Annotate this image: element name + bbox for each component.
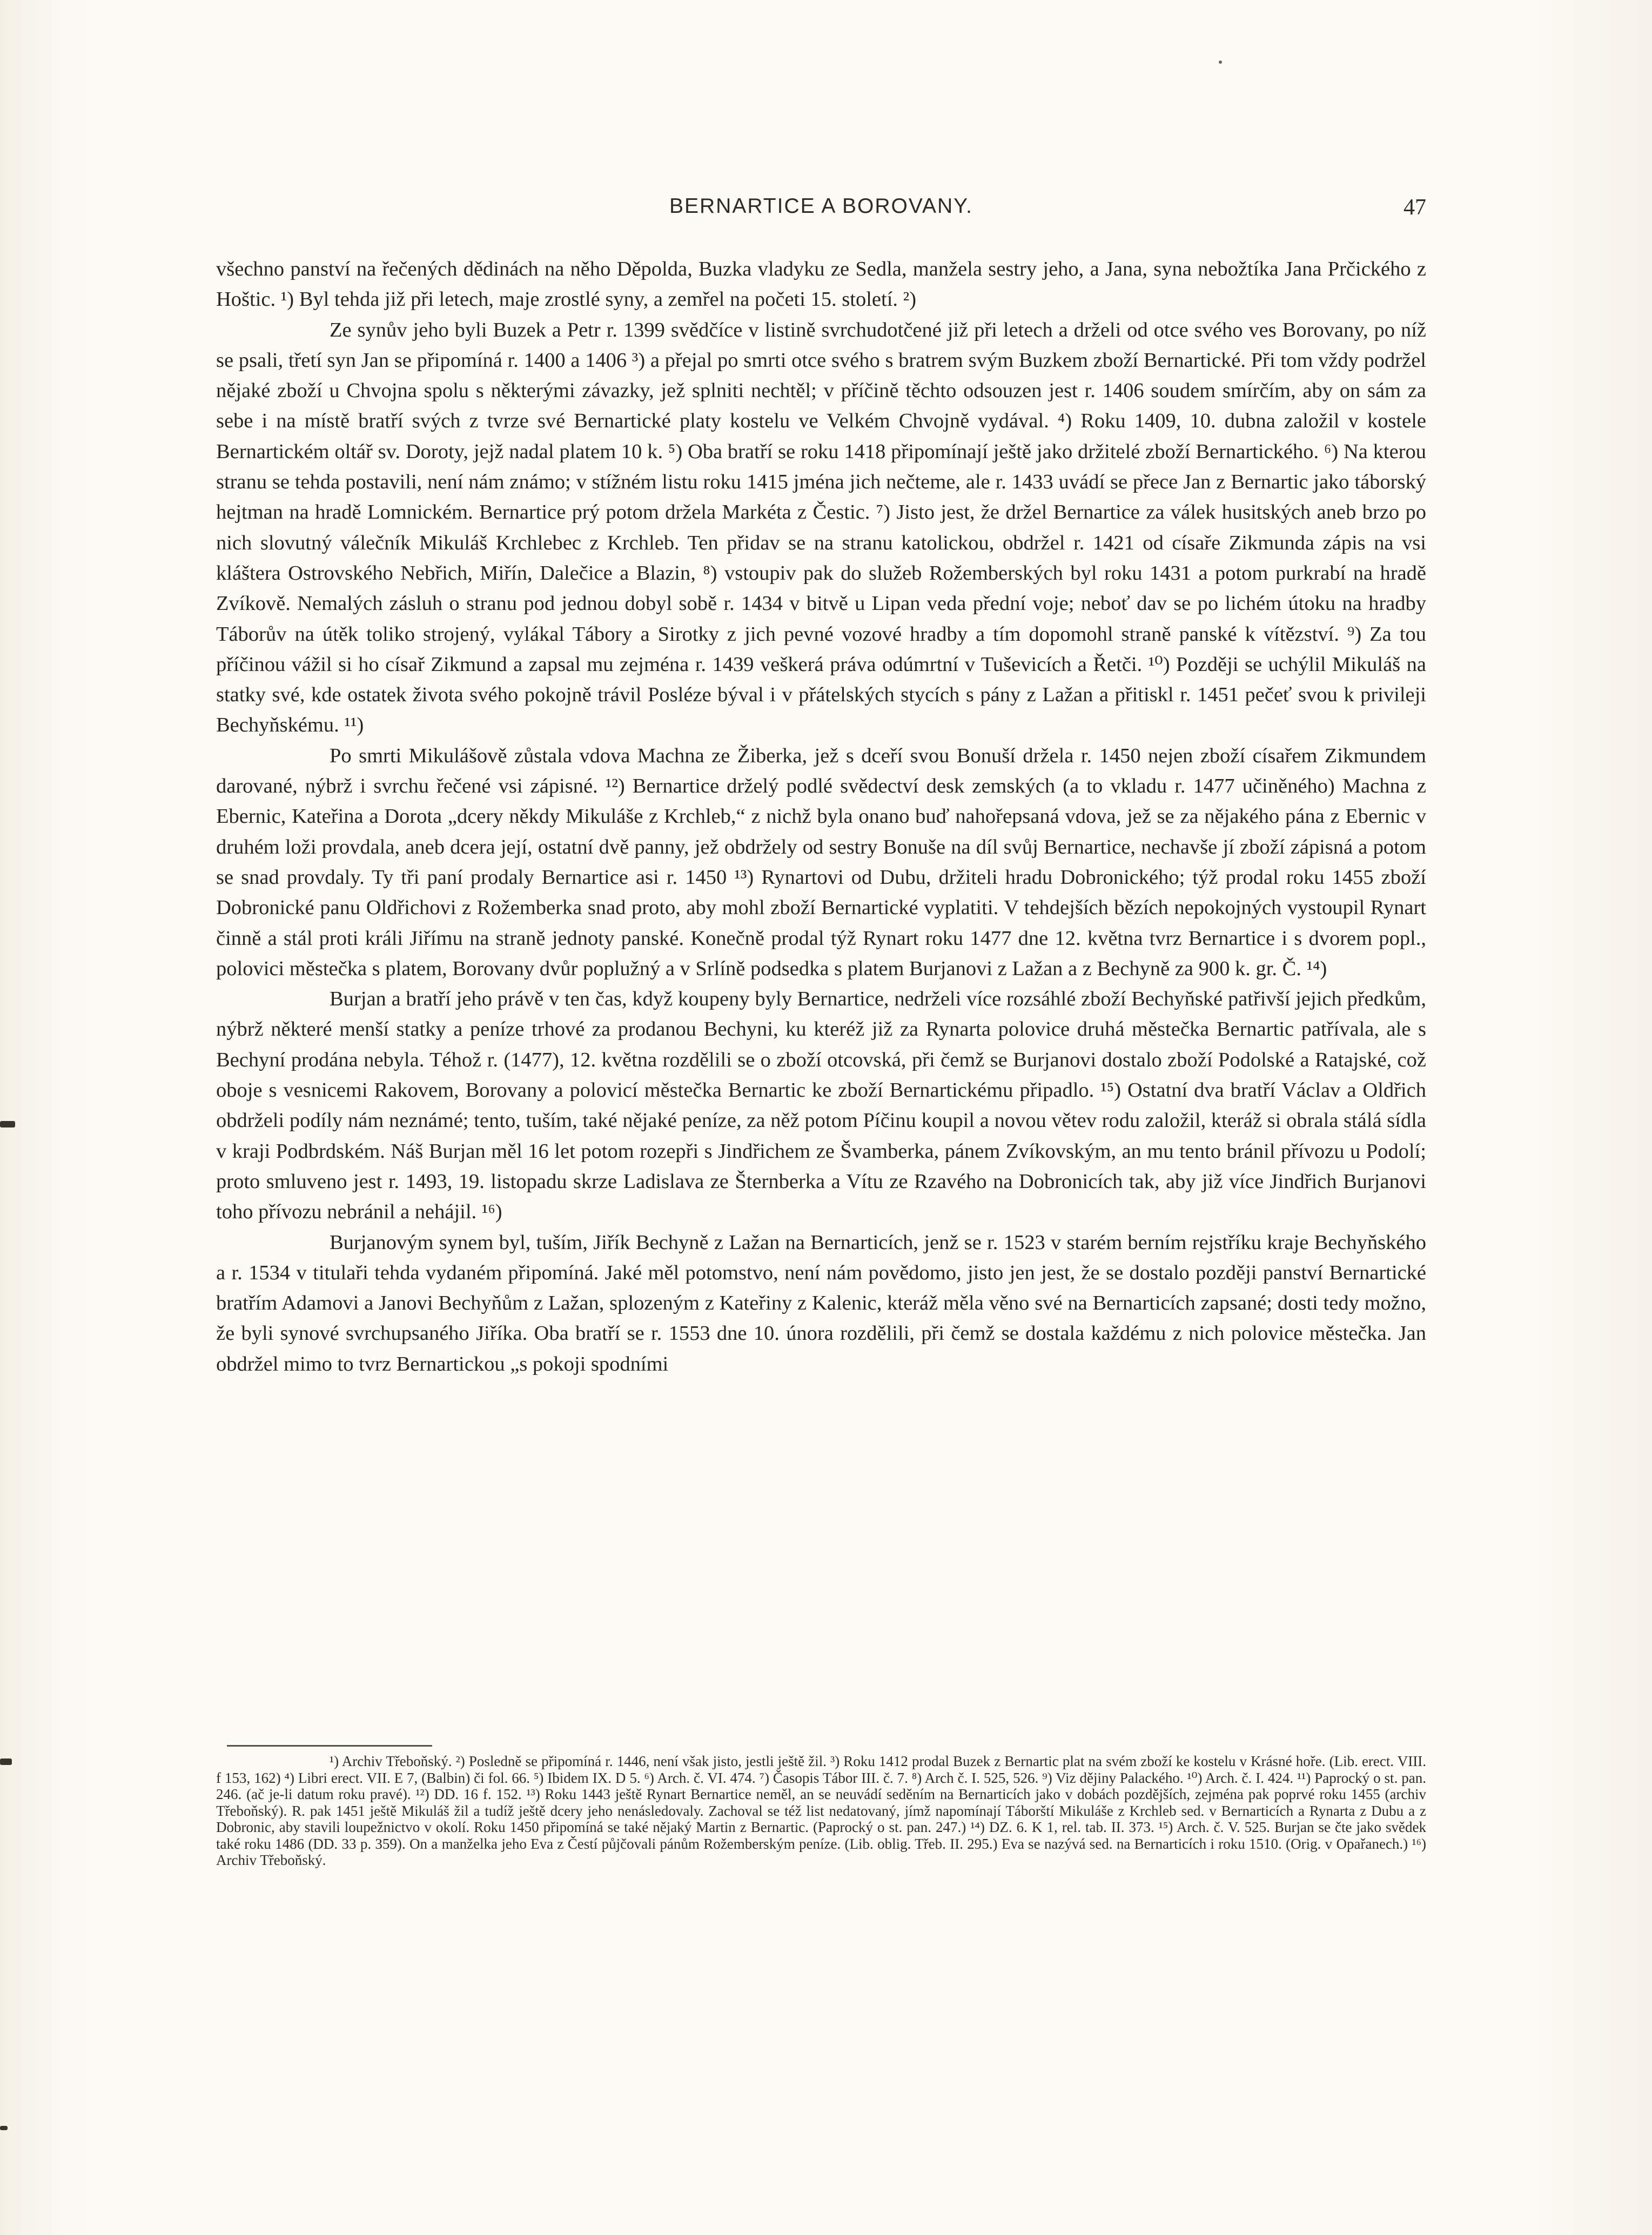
paragraph: Burjan a bratří jeho právě v ten čas, když koupeny byly Bernartice, nedrželi více rozsáhlé zboží Bechyňské patřivší jejich předkům, nýbrž některé menší statky a peníze trhové za prodanou Bechyni, ku kteréž již za Rynarta polovice druhá městečka Bernartic patřívala, ale s Bechyní prodána nebyla. Téhož r. (1477), 12. května rozdělili se o zboží otcovská, při čemž se Burjanovi dostalo zboží Podolské a Ratajské, což oboje s vesnicemi Rakovem, Borovany a polovicí městečka Bernartic ke zboží Bernartickému připadlo. ¹⁵) Ostatní dva bratří Václav a Oldřich obdrželi podíly nám neznámé; tento, tuším, také nějaké peníze, za něž potom Píčinu koupil a novou větev rodu založil, kteráž si obrala stálá sídla v kraji Podbrdském. Náš Burjan měl 16 let potom rozepři s Jindřichem ze Švamberka, pánem Zvíkovským, an mu tento bránil přívozu u Podolí; proto smluveno jest r. 1493, 19. listopadu skrze Ladislava ze Šternberka a Vítu ze Rzavého na Dobronicích tak, aby již více Jindřich Burjanovi toho přívozu nebránil a nehájil. ¹⁶) xyxy=(216,988,1426,1224)
binding-mark xyxy=(0,1759,12,1765)
footnotes xyxy=(216,1753,1426,1869)
footnote-rule xyxy=(227,1745,432,1747)
paragraph: Burjanovým synem byl, tuším, Jiřík Bechyně z Lažan na Bernarticích, jenž se r. 1523 v starém berním rejstříku kraje Bechyňského a r. 1534 v titulaři tehda vydaném připomíná. Jaké měl potomstvo, není nám povědomo, jisto jen jest, že se dostalo později panství Bernartické bratřím Adamovi a Janovi Bechyňům z Lažan, splozeným z Kateřiny z Kalenic, kteráž měla věno své na Bernarticích zapsané; dosti tedy možno, že byli synové svrchupsaného Jiříka. Oba bratří se r. 1553 dne 10. února rozdělili, při čemž se dostala každému z nich polovice městečka. Jan obdržel mimo to tvrz Bernartickou „s pokoji spodními xyxy=(216,1231,1426,1375)
paper-speck xyxy=(1219,61,1222,64)
footnote-text: ¹) Archiv Třeboňský. ²) Posledně se připomíná r. 1446, není však jisto, jestli ještě žil. ³) Roku 1412 prodal Buzek z Bernartic plat na svém zboží ke kostelu v Krásné hoře. (Lib. erect. VIII. f 153, 162) ⁴) Libri erect. VII. E 7, (Balbin) či fol. 66. ⁵) Ibidem IX. D 5. ⁶) Arch. č. VI. 474. ⁷) Časopis Tábor III. č. 7. ⁸) Arch č. I. 525, 526. ⁹) Viz dějiny Palackého. ¹⁰) Arch. č. I. 424. ¹¹) Paprocký o st. pan. 246. (ač je-li datum roku pravé). ¹²) DD. 16 f. 152. ¹³) Roku 1443 ještě Rynart Bernartice neměl, an se neuvádí seděním na Bernarticích jako v dobách pozdějších, zejména pak poprvé roku 1455 (archiv Třeboňský). R. pak 1451 ještě Mikuláš žil a tudíž ještě dcery jeho nenásledovaly. Zachoval se též list nedatovaný, jímž napomínají Táborští Mikuláše z Krchleb sed. v Bernarticích a Rynarta z Dubu a z Dobronic, aby stavili loupežnictvo v okolí. Roku 1450 připomíná se také nějaký Martin z Bernartic. (Paprocký o st. pan. 247.) ¹⁴) DZ. 6. K 1, rel. tab. II. 373. ¹⁵) Arch. č. V. 525. Burjan se čte jako svědek také roku 1486 (DD. 33 p. 359). On a manželka jeho Eva z Čestí půjčovali pánům Rožemberským peníze. (Lib. oblig. Třeb. II. 295.) Eva se nazývá sed. na Bernarticích i roku 1510. (Orig. v Opařanech.) ¹⁶) Archiv Třeboňský. xyxy=(216,1753,1426,1868)
paragraph: Po smrti Mikulášově zůstala vdova Machna ze Žiberka, jež s dceří svou Bonuší držela r. 1450 nejen zboží císařem Zikmundem darované, nýbrž i svrchu řečené vsi zápisné. ¹²) Bernartice drželý podlé svědectví desk zemských (a to vkladu r. 1477 učiněného) Machna z Ebernic, Kateřina a Dorota „dcery někdy Mikuláše z Krchleb,“ z nichž byla onano buď nahořepsaná vdova, jež se za nějakého pána z Ebernic v druhém loži provdala, aneb dcera její, ostatní dvě panny, jež obdržely od sestry Bonuše na díl svůj Bernartice, nechavše jí zboží zápisná a potom se snad provdaly. Ty tři paní prodaly Bernartice asi r. 1450 ¹³) Rynartovi od Dubu, držiteli hradu Dobronického; týž prodal roku 1455 zboží Dobronické panu Oldřichovi z Rožemberka snad proto, aby mohl zboží Bernartické vyplatiti. V tehdejších bězích nepokojných vystoupil Rynart činně a stál proti králi Jiřímu na straně jednoty panské. Konečně prodal týž Rynart roku 1477 dne 12. května tvrz Bernartice i s dvorem popl., polovici městečka s platem, Borovany dvůr poplužný a v Srlíně podsedka s platem Burjanovi z Lažan a z Bechyně za 900 k. gr. Č. ¹⁴) xyxy=(216,744,1426,980)
page-title: BERNARTICE A BOROVANY. xyxy=(669,194,973,218)
binding-mark xyxy=(0,1121,15,1127)
binding-mark xyxy=(0,2126,8,2130)
paragraph: všechno panství na řečených dědinách na něho Děpolda, Buzka vladyku ze Sedla, manžela sestry jeho, a Jana, syna nebožtíka Jana Prčického z Hoštic. ¹) Byl tehda již při letech, maje zrostlé syny, a zemřel na početi 15. století. ²) xyxy=(216,258,1426,311)
page-number: 47 xyxy=(1403,195,1426,220)
paragraph: Ze synův jeho byli Buzek a Petr r. 1399 svědčíce v listině svrchudotčené již při letech a drželi od otce svého ves Borovany, po níž se psali, třetí syn Jan se připomíná r. 1400 a 1406 ³) a přejal po smrti otce svého s bratrem svým Buzkem zboží Bernartické. Při tom vždy podržel nějaké zboží u Chvojna spolu s některými závazky, jež splniti nechtěl; v příčině těchto odsouzen jest r. 1406 soudem smírčím, aby on sám za sebe i na místě bratří svých z tvrze své Bernartické platy kostelu ve Velkém Chvojně vydával. ⁴) Roku 1409, 10. dubna založil v kostele Bernartickém oltář sv. Doroty, jejž nadal platem 10 k. ⁵) Oba bratří se roku 1418 připomínají ještě jako držitelé zboží Bernartického. ⁶) Na kterou stranu se tehda postavili, není nám známo; v stížném listu roku 1415 jména jich nečteme, ale r. 1433 uvádí se přece Jan z Bernartic jako táborský hejtman na hradě Lomnickém. Bernartice prý potom držela Markéta z Čestic. ⁷) Jisto jest, že držel Bernartice za válek husitských aneb brzo po nich slovutný válečník Mikuláš Krchlebec z Krchleb. Ten přidav se na stranu katolickou, obdržel r. 1421 od císaře Zikmunda zápis na vsi kláštera Ostrovského Nebřich, Miřín, Dalečice a Blazin, ⁸) vstoupiv pak do služeb Rožemberských byl roku 1431 a potom purkrabí na hradě Zvíkově. Nemalých zásluh o stranu pod jednou dobyl sobě r. 1434 v bitvě u Lipan veda přední voje; neboť dav se po lichém útoku na hradby Táborův na útěk toliko strojený, vylákal Tábory a Sirotky z jich pevné vozové hradby a tím dopomohl straně panské k vítězství. ⁹) Za tou příčinou vážil si ho císař Zikmund a zapsal mu zejména r. 1439 veškerá práva odúmrtní v Tuševicích a Řetči. ¹⁰) Později se uchýlil Mikuláš na statky své, kde ostatek života svého pokojně trávil Posléze býval i v přátelských stycích s pány z Lažan a přitiskl r. 1451 pečeť svou k privileji Bechyňskému. ¹¹) xyxy=(216,318,1426,737)
running-head xyxy=(216,194,1426,232)
body-text xyxy=(216,254,1426,1379)
